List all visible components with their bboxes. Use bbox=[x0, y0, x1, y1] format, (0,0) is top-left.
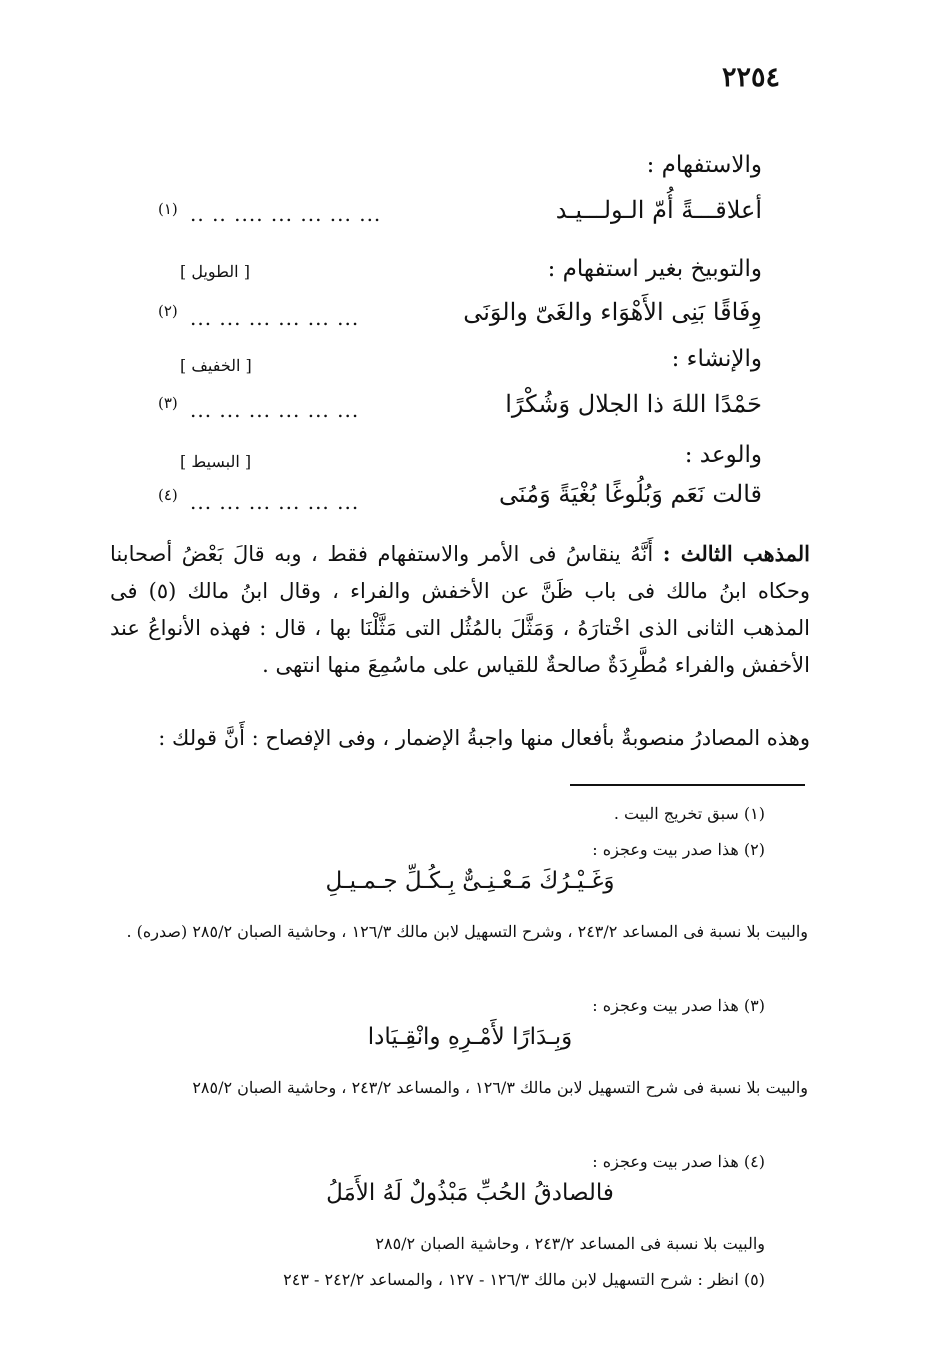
paragraph-third-doctrine bbox=[110, 535, 810, 684]
footnote-3-verse: وَبِـدَارًا لأَمْـرِهِ وانْقِـيَادا bbox=[367, 1024, 573, 1050]
paragraph-masadir: وهذه المصادرُ منصوبةٌ بأفعال منها واجبةُ الإضمار ، وفى الإفصاح : أَنَّ قولك : bbox=[158, 726, 810, 750]
meter-khafif: [ الخفيف ] bbox=[180, 356, 252, 375]
verse-2-footnote-ref: (٢) bbox=[158, 302, 178, 320]
verse-1-footnote-ref: (١) bbox=[158, 200, 178, 218]
footnote-4-intro: (٤) هذا صدر بيت وعجزه : bbox=[592, 1152, 765, 1171]
footnote-4-verse: فالصادقُ الحُبِّ مَبْذُولٌ لَهُ الأَمَلُ bbox=[326, 1180, 614, 1206]
paragraph-third-doctrine-text: أَنَّهُ ينقاسُ فى الأمر والاستفهام فقط ، وبه قالَ بَعْضُ أصحابنا وحكاه ابنُ مالك فى باب ظَنَّ عن الأخفش والفراء ، وقال ابنُ مالك (٥) فى المذهب الثانى الذى اخْتارَهُ ، وَمَثَّلَ بالمُثُل التى مَثَّلْنَا بها ، قال : فهذه الأنواعُ عند الأخفش والفراء مُطَّرِدَةٌ صالحةٌ للقياس على ماسُمِعَ منها انتهى . bbox=[110, 542, 810, 677]
footnote-3-intro: (٣) هذا صدر بيت وعجزه : bbox=[592, 996, 765, 1015]
footnote-2-intro: (٢) هذا صدر بيت وعجزه : bbox=[592, 840, 765, 859]
verse-4-footnote-ref: (٤) bbox=[158, 486, 178, 504]
footnote-2-verse: وَغَـيْـرُكَ مَـعْـنِـىٌّ بِـكُـلِّ جـمـيـلِ bbox=[325, 868, 615, 894]
verse-4-text: قالت نَعَم وَبُلُوغًا بُغْيَةً وَمُنَى bbox=[499, 480, 762, 508]
page-number: ٢٢٥٤ bbox=[721, 62, 780, 93]
label-istifham: والاستفهام : bbox=[646, 152, 762, 178]
footnote-2-source: والبيت بلا نسبة فى المساعد ٢٤٣/٢ ، وشرح التسهيل لابن مالك ١٢٦/٣ ، وحاشية الصبان ٢٨٥/٢ (صدره) . bbox=[126, 922, 808, 941]
verse-2-dots: ... ... ... ... ... ... bbox=[190, 306, 360, 330]
footnote-3-source: والبيت بلا نسبة فى شرح التسهيل لابن مالك ١٢٦/٣ ، والمساعد ٢٤٣/٢ ، وحاشية الصبان ٢٨٥/٢ bbox=[192, 1078, 808, 1097]
heading-third-doctrine: المذهب الثالث : bbox=[662, 541, 810, 566]
verse-3-dots: ... ... ... ... ... ... bbox=[190, 398, 360, 422]
footnote-5: (٥) انظر : شرح التسهيل لابن مالك ١٢٦/٣ - ١٢٧ ، والمساعد ٢٤٢/٢ - ٢٤٣ bbox=[283, 1270, 765, 1289]
label-tawbikh: والتوبيخ بغير استفهام : bbox=[547, 256, 762, 282]
footnote-separator bbox=[570, 784, 805, 786]
footnote-1: (١) سبق تخريج البيت . bbox=[613, 804, 765, 823]
meter-tawil: [ الطويل ] bbox=[180, 262, 250, 281]
verse-1-dots: .. .. .... ... ... ... ... bbox=[190, 202, 382, 226]
footnote-4-source: والبيت بلا نسبة فى المساعد ٢٤٣/٢ ، وحاشية الصبان ٢٨٥/٢ bbox=[375, 1234, 765, 1253]
verse-3-footnote-ref: (٣) bbox=[158, 394, 178, 412]
meter-basit: [ البسيط ] bbox=[180, 452, 252, 471]
label-insha: والإنشاء : bbox=[671, 346, 762, 372]
verse-4-dots: ... ... ... ... ... ... bbox=[190, 490, 360, 514]
verse-3-text: حَمْدًا اللهَ ذا الجلال وَشُكْرًا bbox=[505, 390, 762, 418]
verse-1-text: أعلاقـــةً أُمّ الـولـــيـد bbox=[555, 196, 762, 224]
label-waad: والوعد : bbox=[684, 442, 762, 468]
verse-2-text: وِفَاقًا بَنِى الأَهْوَاء والغَىّ والوَنَى bbox=[463, 298, 762, 326]
